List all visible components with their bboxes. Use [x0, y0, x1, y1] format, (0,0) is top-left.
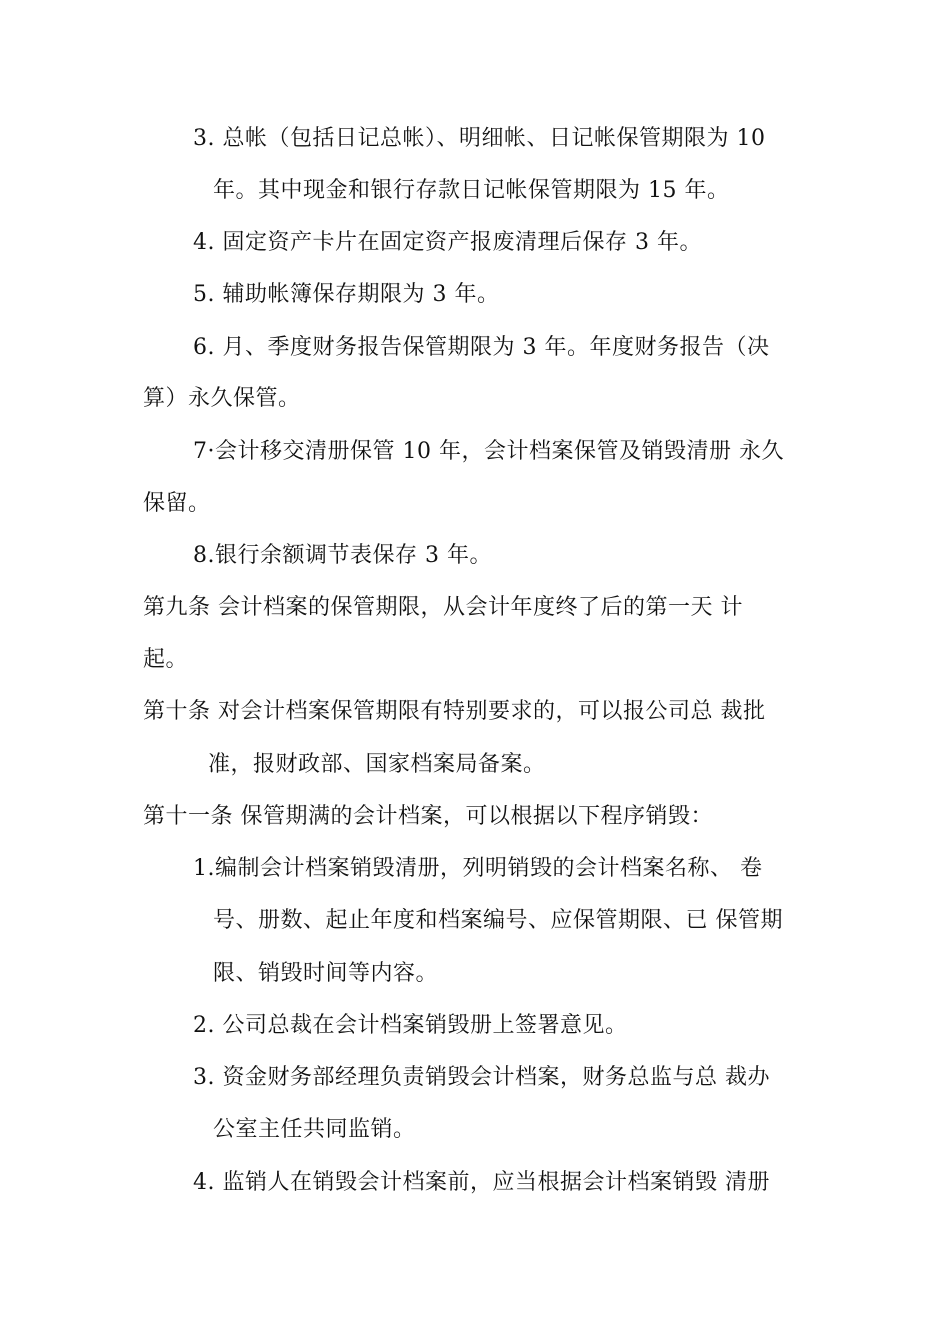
text-line: 7·会计移交清册保管 10 年，会计档案保管及销毁清册 永久 [193, 439, 784, 464]
text-line: 年。其中现金和银行存款日记帐保管期限为 15 年。 [213, 178, 730, 203]
text-line: 4. 固定资产卡片在固定资产报废清理后保存 3 年。 [193, 230, 702, 255]
text-line: 公室主任共同监销。 [213, 1117, 416, 1142]
text-line: 6. 月、季度财务报告保管期限为 3 年。年度财务报告（决 [193, 335, 770, 360]
text-line: 起。 [143, 647, 189, 672]
text-line: 1.编制会计档案销毁清册，列明销毁的会计档案名称、 卷 [193, 856, 763, 881]
text-line: 号、册数、起止年度和档案编号、应保管期限、已 保管期 [213, 908, 783, 933]
text-line: 4. 监销人在销毁会计档案前，应当根据会计档案销毁 清册 [193, 1170, 770, 1195]
text-line: 2. 公司总裁在会计档案销毁册上签署意见。 [193, 1013, 628, 1038]
article-heading: 第九条 会计档案的保管期限，从会计年度终了后的第一天 计 [143, 595, 743, 620]
article-heading: 第十一条 保管期满的会计档案，可以根据以下程序销毁： [143, 804, 713, 829]
text-line: 3. 资金财务部经理负责销毁会计档案，财务总监与总 裁办 [193, 1065, 770, 1090]
text-line: 3. 总帐（包括日记总帐）、明细帐、日记帐保管期限为 10 [193, 126, 766, 151]
text-line: 保留。 [143, 491, 211, 516]
text-line: 准，报财政部、国家档案局备案。 [208, 752, 546, 777]
text-line: 限、销毁时间等内容。 [213, 961, 439, 986]
text-line: 8.银行余额调节表保存 3 年。 [193, 543, 492, 568]
article-heading: 第十条 对会计档案保管期限有特别要求的，可以报公司总 裁批 [143, 699, 766, 724]
text-line: 算）永久保管。 [143, 386, 301, 411]
text-line: 5. 辅助帐簿保存期限为 3 年。 [193, 282, 500, 307]
